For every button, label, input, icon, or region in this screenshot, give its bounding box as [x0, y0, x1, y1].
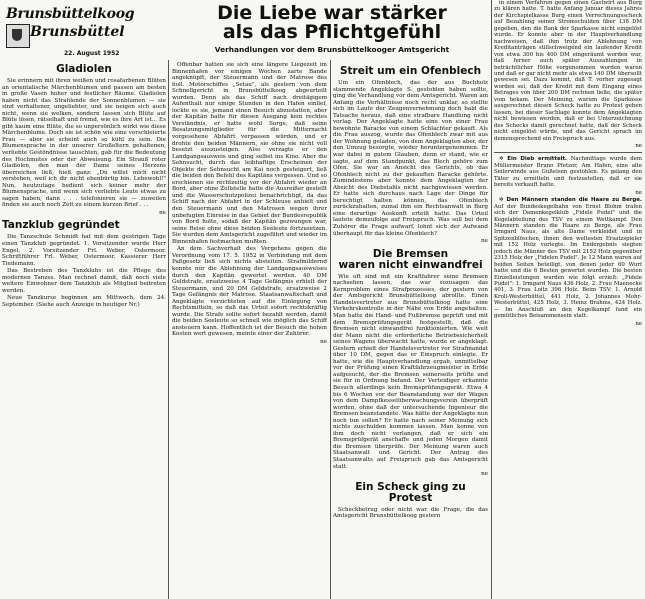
haare-lead: Den Männern standen die Haare zu Berge. [506, 197, 642, 204]
column-1 [2, 60, 166, 310]
bullet-star-icon: ✲ [499, 156, 508, 163]
column-rule [330, 60, 331, 599]
masthead-subtitle: Brunsbüttel [30, 24, 125, 40]
tanzklub-text-3: Neue Tanzkurse beginnen am Mittwoch, dem 24. September. (Siehe auch Anzeige in heutiger Nr.) [2, 295, 166, 308]
bullet-star-icon: ✲ [499, 197, 507, 204]
bremsen-title [333, 249, 488, 271]
masthead-title: Brunsbüttelkoog [6, 6, 135, 22]
town-crest-icon [6, 24, 30, 48]
dieb-item [494, 156, 642, 188]
dieb-sig: ne [635, 189, 642, 196]
issue-date: 22. August 1952 [64, 50, 120, 57]
main-headline [172, 4, 492, 42]
scheck-text: Scheckbetrug oder nicht war die Frage, die das Amtsgericht Brunsbüttelkoog gestern [333, 506, 488, 520]
tanzklub-text: Die Tanzschule Schmidt hat mit dem gestrigen Tage einen Tanzklub gegründet. 1. Vorsitzender wurde Herr Engel, 2. Vorsitzender Frl. Weber, Ostermoor. Schriftführer Frl. Weber, Ostermoor. Kassierer Herr Tiedemann. [2, 234, 166, 267]
gladiolen-sig: ne [159, 209, 166, 216]
column-3 [333, 62, 488, 521]
main-article-sig: ne [320, 338, 327, 345]
dieb-lead: Ein Dieb ermittelt. [507, 156, 568, 163]
column-rule [168, 60, 169, 599]
haare-sig: ne [635, 320, 642, 327]
bremsen-text: Wie oft sind mit ein Kraftfahrer seine Bremsen nachsehen lassen, das war sozusagen das Kernproblem eines Strafprozesses, der gestern von der Amtsgericht Brunsbüttelkoog abrollte. Einen Handelsvertreter aus Brunsbüttelkoog hatte eine Verkehrskontrolle in der Nähe von Erfde angehalten. Man hatte die Hand- und Fußbremse geprüft und mit dem Bremsprüfungsgerät festgestellt, daß die Bremsen nicht einwandfrei funktionierten. Wie weit der Mann nicht die erforderliche Betriebssicherheit seines Wagens überwacht hatte, wurde er angeklagt. Gestern erhielt der Handelsvertreter vor Strafmandat über 10 DM, gegen das er Einspruch einlegte. Er hatte, wie die Hauptverhandlung ergab, unmittelbar vor der Prüfung einen Kraftfahrzeugmeister in Erfde aufgesucht, der die Bremsen seinerseits prüfte und sie für in Ordnung befand. Der Verteidiger erkannte Besuch allerdings kein Bremsprüfungsgerät. Etwa 4 bis 6 Wochen vor der Beanstandung war der Wagen von dem Dampfkesselüberwachungsverein überprüft worden, ohne daß der untersuchende Ingenieur die Bremsen beanstandete. Was hätte der Angeklagte nun noch tun sollen? Er hatte nach seiner Meinung sich nichts zuschulden kommen lassen. Man konne von ihm doch nicht verlangen, daß er sich ein Bremsprüfgerät anschaffe und jeden Morgen damit die Bremsen überprüfe. Der Meinung waren auch Staatsanwalt und Gericht. Der Antrag des Staatsanwalts auf Freispruch gab das Amtsgericht statt. [333, 273, 488, 470]
ofenblech-sig: ne [481, 238, 488, 245]
scheck-sig: ne [635, 142, 642, 149]
dieb-text: Nachmittags wurde dem Müllermeister Bruno Pfetzer, Am Hafen, eine alte Seilerwinde aus Gußeisen gestohlen. Es gelang den Täter zu ermitteln und festzustellen, daß er sie bereits verkauft hatte. [494, 156, 642, 189]
tanzklub-text-2: Das Bestreben des Tanzklubs ist die Pflege des modernen Tanzes. Man rechnet damit, daß noch viele weitere Einwohner dem Tanzklub als Mitglied beitreten werden. [2, 268, 166, 294]
gladiolen-title: Gladiolen [56, 63, 112, 75]
tanzklub-title: Tanzklub gegründet [2, 219, 120, 232]
bremsen-sig: ne [481, 471, 488, 478]
bremsen-title-line-2: waren nicht einwandfrei [338, 258, 483, 271]
main-subhead: Verhandlungen vor dem Brunsbüttelkooger Amtsgericht [214, 45, 450, 54]
divider [494, 152, 642, 153]
scheck-continued: in einem Verfahren gegen einen Gastwirt aus Burg zu klären hatte. T. hatte Anfang Januar dieses Jahres der Kirchspielkasse Burg einen Verrechnungsscheck auf Bezahlung seiner Stromschulden über 138 DM gegeben, den die Bank der Sparkasse nicht eingelöst wurde. Er konnte aber in der Hauptverhandlung nachweisen, daß ihm trotz der Ablehnung von Kreditanträgen stillschweigend ein laufender Kredit von etwa 300 bis 400 DM eingeräumt worden war, daß ferner auch später Auszahlungen in beträchtlicher Höhe vorgenommen worden waren und daß er gar nicht mehr als etwa 140 DM übersollt gewesen sei. Dazu kommt, daß T. vorher zugesagt worden sei, daß der Kredit mit dem Eingang eines Betrages von über 200 DM rechnen ließe, die später vom bekam. Der Meinung, warum die Sparkasse ausgerechnet diesen Scheck hatte zu Protest geben lassen, bei dieser Sachlage konnte dem Angeklagten nicht bewiesen werden, daß er bei Unterzeichnung des Schecks damit gerechnet hatte, daß der Scheck nicht eingelöst würde, und das Gericht sprach im demensprechend ein Freispruch aus. [494, 0, 642, 142]
ofenblech-title: Streit um ein Ofenblech [339, 65, 482, 77]
column-rule [491, 0, 492, 599]
main-article-text-2: An dem Sachverhalt des Vergehens gegen die Verordnung vom 17. 5. 1952 in Verbindung mit dem Paßgesetz ließ sich nichts absteiten. Strafmildernd konnte nur die Ablehnung der Landgangsausweises durch den Kapitän gewertet werden. 40 DM Geldstrafe, ersatzweise 4 Tage Gefängnis erhielt der Steuermann, und 20 DM Geldstrafe, ersatzweise 2 Tage Gefängnis der Matrose. Staatsanwaltschaft und Angeklagte verzichteten auf die Einlegung von Rechtsmitteln, so daß das Urteil sofort rechtskräftig wurde. Die Strafe sollte sofort bezahlt werden, damit die beiden Seeleute so schnell wie möglich das Schiff ansteuern kann. Hoffentlich ist der Besuch die hohen Kosten wert gewesen, meinte einer der Zuhörer. [172, 246, 327, 338]
ofenblech-text: Um ein Ofenblech, das der aus Buchholz stammende Angeklagte S. gestohlen haben sollte, ging die Verhandlung vor dem Amtsgericht. Waren am Anfang die Verhältnisse noch recht unklar, so stellte sich im Laufe der Zeugenvernehmung doch bald die Tatsache heraus, daß eine strafbare Handlung nicht vorlag. Der Angeklagte hatte eine von einer Frau bewohnte Baracke von einem Schlachter gekauft. Als die Frau auszog, wurde das Ofenblech zwar mit aus der Wohnung geladen, von dem Angeklagten aber, der den Umzug besorgte, wieder heruntergenommen. Er war dabei in gutem Glauben, denn er stand, wie er sagte, auf dem Standpunkt, das Blech gehöre zum Ofen. Sie war an Ansicht des Gerichts, ob das Ofenblech nicht zu der gekauften Baracke gehörte. Zumindestens aber konnte dem Angeklagten der Absicht des Diebstahls nicht nachgewiesen werden. Er hatte sich durchaus nach Lage der Dinge für berechtigt halten können, das Ofenblech zurückzuhalten, zumal ihm ein Rechtsanwalt in Burg eine derartige Auskunft erteilt hatte. Das Urteil lautete demzufolge auf Freispruch. Was soll bei dem Zuhörer die Frage aufwarf, lohnt sich der Aufwand überhaupt für das kleine Ofenblech? [333, 80, 488, 237]
headline-line-2: als das Pflichtgefühl [222, 21, 442, 43]
headline-line-1: Die Liebe war stärker [217, 2, 447, 24]
column-4 [494, 0, 642, 328]
gladiolen-text: Sie erinnern mit ihren weißen und rosafarbenen Blüten an orientalische Märchenblumen und passen am besten in große Vasen hoher und festlicher Räume. Gladiolen haben nicht das Strahlende der Sonnenblumen — sie sind verhaltener, ungeliebter, und sie neigen sich auch nicht, wenn sie welken, sondern lassen sich Blüte auf Blüte lösen, rätselhaft und fremd, wie es ihre Art ist... Es gibt kaum eine Blüte, die so unpersönlich wirkt wie diese Märchenblume. Doch sie ist schön wie eine verschleierte Frau — aber sie scheint auch so kühl zu sein. Die Blumensprache in der unserer Großeltern gehaltenen, verliebte Gestöndnisse tauschten, gab für die Bedeutung des Hochmutes oder der Abweisung. Ein Strauß roter Gladiolen, den man der Dame seines Herzens überreichen ließ, hieß ganz: „Du willst mich nicht verstehen, weil ich dir nicht ebenbürtig bin. Lebewohl!" Nun, heutzutage bedient sich keiner mehr der Blumensprache, und wenn sich verliebte Leute etwas zu sagen haben, dann . . . telefonieren sie — zuweilen finden sie auch noch Zeit zu einem kurzen Brief . . . [2, 78, 166, 209]
scheck-title: Ein Scheck ging zu Protest [355, 480, 466, 504]
main-article-text: Offenbar hatten sie sich eine längere Liegezeit im Binnenhafen vor einigen Wochen zarte Bande angeknüpft, der Steuermann und der Matrose des holl. Motorschiffes „Setau", als gestern von dem Schnellgericht in Brunsbüttelkoog abgeurteilt wurden. Denn als das Schiff nach dreitägigem Aufenthalt nur einige Stunden in den Hafen einlief, lockte es sie, jemand einen Besuch abzustatten, aber der Kapitän hatte für diesen Ausgang kein rechtes Verständnis, er hatte wohl Sorge, daß seine Besatzungsmitglieder für die Mitternacht vorgesehene Abfahrt verpassen würden, und er drohte den beiden Männern, sie ohne sie nicht voll besetzt auszusteigen. Also verzagte er den Landgangsausweis und ging selbst ins Kino. Aber die Sehnsucht, durch das leibhaftige Erscheinen der Objekte der Sehnsucht am Kai noch gesteigert, ließ die beiden den Befehl des Kapitäns vergessen. Und so erschienen sie rechtzeitig vor der Abfahrt wieder an Bord, aber ohne Zollstelle hatte die Ausreißer gestellt und die Wasserschutzpolizei benachrichtigt, da das Schiff nach der Abfahrt in der Schleuse anhielt und den Steuermann und den Matrosen wegen ihrer unbefugten Einreise in das Gebiet der Bundesrepublik von Bord holte, sodaß der Kapitän gezwungen war, seine Reise ohne diese beiden Seeleute fortzusetzen. Sie wurden dem Amtsgericht zugeführt und wieder im Binnenhafen festmachen mußten. [172, 62, 327, 245]
column-2 [172, 62, 327, 347]
bremsen-title-line-1: Die Bremsen [372, 247, 449, 260]
haare-text: Auf der Bundeskegelbahn von Ernst Blohm trafen sich der Damenkegelklub „Fidele Pudel" und die Kegelabteilung des TSV zu einem Wettkampf. Den Männern standen die Haare zu Berge, als Frau Irmgard Naus, als alte Dame verkleidet und in Spitzenblöschen, ihnen den weltesten Ersatzspieler mit 152 Holz vorlegte. Im Endergebnis siegten jedoch die Männer des TSV mit 2152 Holz gegenüber 2315 Holz der „Fidelen Pudel". Je 12 Mann waren auf beiden Seiten beteiligt, von denen jeder 60 Wurf hatte und die 6 Besten gewertet wurden. Die besten Einzelleistungen wurden wie folgt erzielt: „Fidele Pudel": 1. Irmgard Naus 436 Holz, 2. Frau Maenecke 401, 3. Frau Loitz 396 Holz. Beim TSV: 1. Arnold Kroll-Westerbüttel, 441 Holz, 2. Johannes Mohr-Westerbüttel, 425 Holz, 3. Heinz Brahms, 424 Holz. — Im Anschluß an den Kegelkampf fand ein gemütliches Beisammensein statt. [494, 203, 642, 320]
haare-item [494, 197, 642, 320]
